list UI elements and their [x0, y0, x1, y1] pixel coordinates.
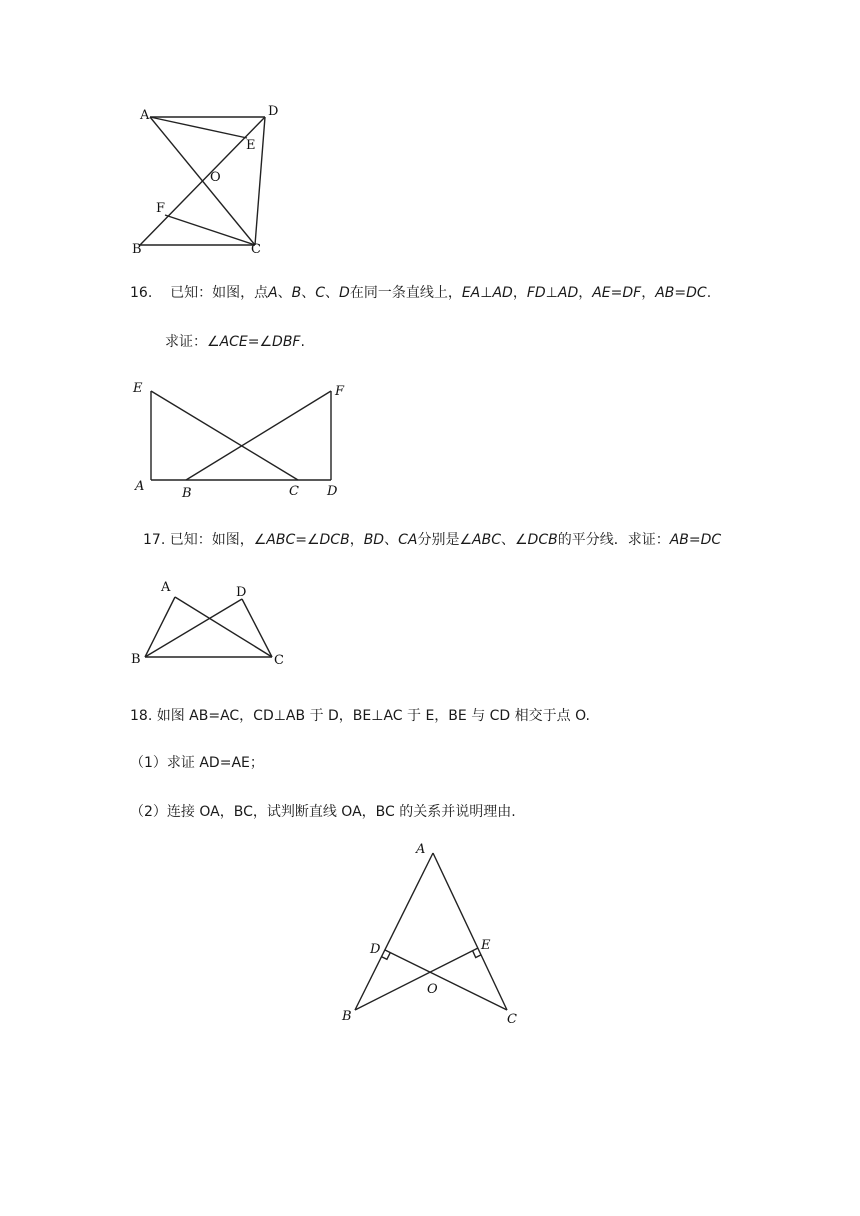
question-16-prove: 求证：∠ACE=∠DBF.: [165, 334, 305, 350]
question-17-given: 17. 已知：如图，∠ABC=∠DCB，BD、CA分别是∠ABC、∠DCB的平分线．求证：AB=DC: [143, 532, 722, 548]
label-a: A: [416, 842, 426, 857]
segment-ac: [433, 853, 507, 1010]
label-a: A: [140, 108, 150, 123]
figure-16: [125, 375, 365, 505]
label-c: C: [289, 484, 299, 499]
label-e: E: [133, 381, 143, 396]
segment-bd: [140, 117, 265, 245]
segment-cd: [385, 950, 507, 1010]
label-o: O: [210, 170, 221, 185]
question-18-statement: 18. 如图 AB=AC，CD⊥AB 于 D，BE⊥AC 于 E，BE 与 CD 相交于点 O.: [130, 708, 591, 724]
label-b: B: [131, 652, 141, 667]
segment-fc: [165, 215, 255, 245]
question-number: 16.: [130, 285, 153, 301]
label-d: D: [370, 942, 381, 957]
label-d: D: [268, 104, 279, 119]
label-d: D: [236, 585, 247, 600]
question-18-part-1: （1）求证 AD=AE；: [130, 755, 264, 771]
segment-be: [355, 948, 478, 1010]
label-f: F: [335, 384, 345, 399]
question-16-given: 16. 已知：如图，点A、B、C、D在同一条直线上，EA⊥AD，FD⊥AD，AE=DF，AB=DC.: [130, 285, 712, 301]
label-b: B: [182, 486, 192, 501]
segment-ab: [355, 853, 433, 1010]
label-a: A: [161, 580, 171, 595]
label-o: O: [427, 982, 438, 997]
question-18-part-2: （2）连接 OA，BC，试判断直线 OA，BC 的关系并说明理由.: [130, 804, 516, 820]
segment-bf: [186, 391, 331, 480]
label-b: B: [342, 1009, 352, 1024]
label-c: C: [507, 1012, 517, 1027]
label-f: F: [156, 201, 166, 216]
label-e: E: [246, 138, 256, 153]
figure-18: [330, 835, 530, 1035]
figure-15: [120, 95, 300, 265]
segment-ec: [151, 391, 298, 480]
label-b: B: [132, 242, 142, 257]
segment-dc: [255, 117, 265, 245]
label-d: D: [327, 484, 338, 499]
question-number: 17.: [143, 532, 166, 548]
segment-ac: [175, 597, 272, 657]
label-e: E: [481, 938, 491, 953]
figure-17: [125, 575, 295, 675]
label-c: C: [274, 653, 284, 668]
label-a: A: [135, 479, 145, 494]
label-c: C: [251, 242, 261, 257]
